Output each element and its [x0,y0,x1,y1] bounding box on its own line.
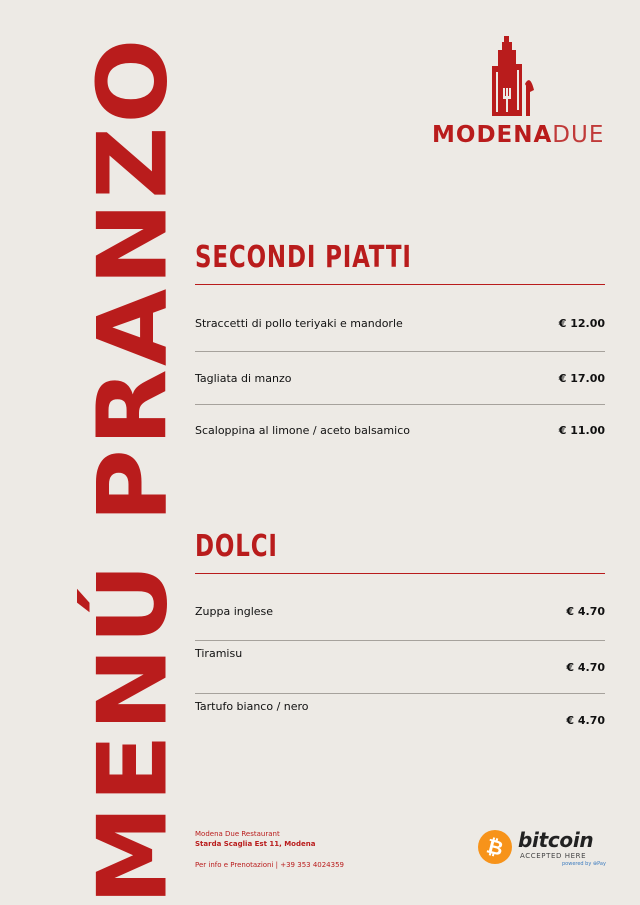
item-price: € 17.00 [558,372,605,385]
accepted-here-text: ACCEPTED HERE [520,852,587,860]
item-name: Zuppa inglese [195,605,274,618]
tower-fork-knife-icon [490,36,538,118]
item-price: € 4.70 [566,605,605,618]
item-price: € 12.00 [558,317,605,330]
restaurant-name: Modena Due Restaurant [195,830,280,838]
powered-by-text: powered by ⊕Pay [562,861,606,867]
menu-item [195,641,605,694]
bitcoin-icon: ₿ [478,830,512,864]
item-name: Tartufo bianco / nero [195,700,309,713]
restaurant-footer [195,829,455,870]
section-dolci [195,529,605,734]
menu-item [195,405,605,455]
section-secondi [195,240,605,455]
menu-vertical-title: MENÚ PRANZO [77,35,189,905]
section-title: SECONDI PIATTI [195,240,412,275]
item-price: € 4.70 [566,714,605,727]
item-name: Scaloppina al limone / aceto balsamico [195,424,410,437]
booking-info: Per info e Prenotazioni | +39 353 4024359 [195,861,344,869]
bitcoin-accepted-badge [478,826,606,874]
item-price: € 11.00 [558,424,605,437]
item-name: Straccetti di pollo teriyaki e mandorle [195,317,403,330]
item-name: Tagliata di manzo [195,372,292,385]
restaurant-logo [432,36,605,158]
item-name: Tiramisu [195,647,243,660]
menu-item [195,694,605,734]
menu-item [195,285,605,352]
restaurant-address: Starda Scaglia Est 11, Modena [195,840,316,848]
menu-item [195,574,605,641]
menu-item [195,352,605,405]
item-price: € 4.70 [566,661,605,674]
bitcoin-word: bitcoin [518,828,594,852]
section-title: DOLCI [195,529,278,564]
brand-name: MODENADUE [432,122,605,148]
